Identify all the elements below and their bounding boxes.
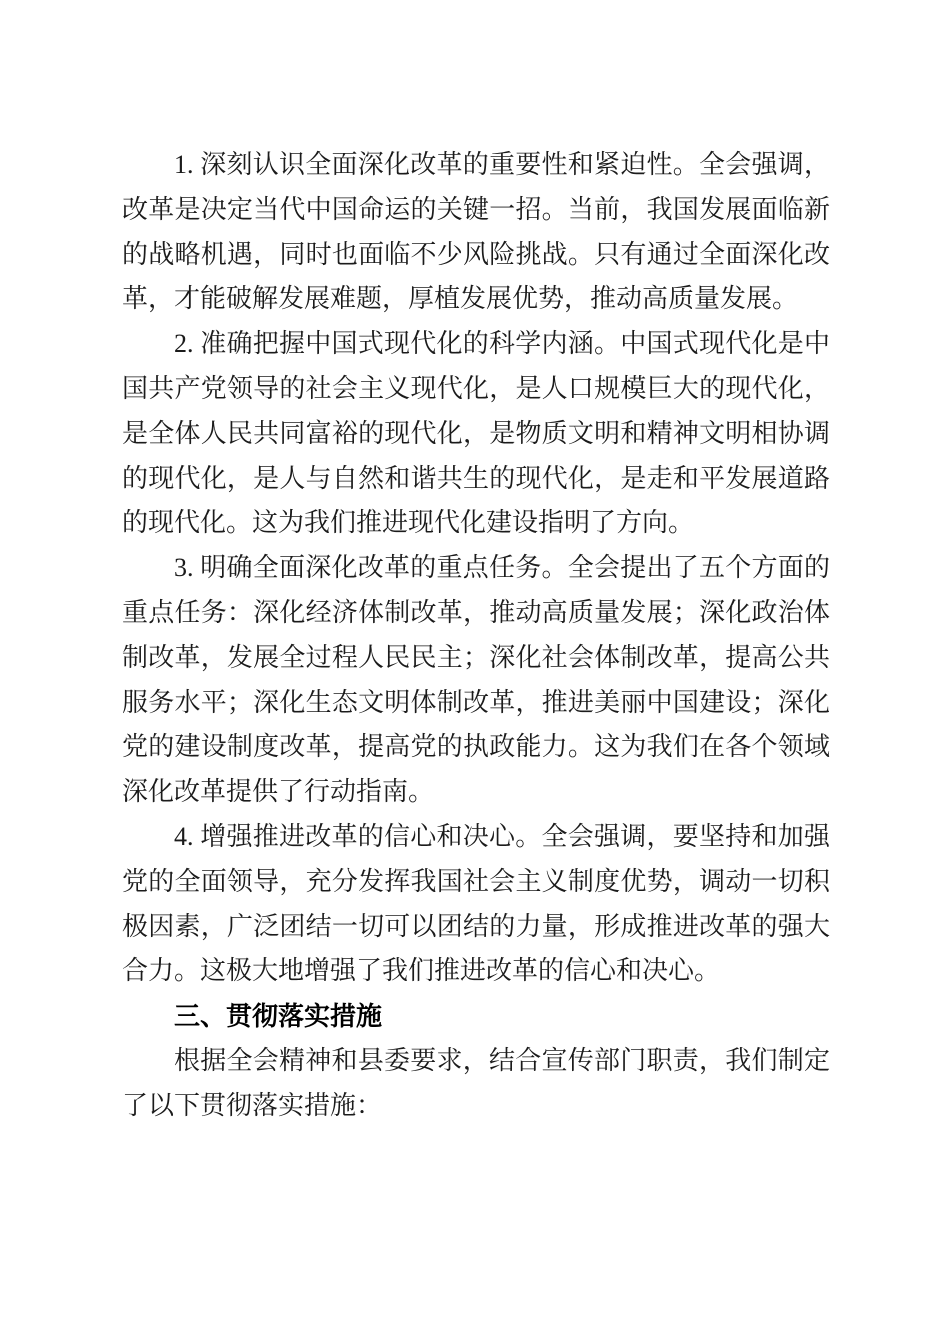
- document-body: [122, 143, 830, 1129]
- text-line: 服务水平；深化生态文明体制改革，推进美丽中国建设；深化: [122, 687, 830, 717]
- text-line: 革，才能破解发展难题，厚植发展优势，推动高质量发展。: [122, 284, 799, 314]
- text-line: 根据全会精神和县委要求，结合宣传部门职责，我们制定: [174, 1045, 830, 1075]
- text-line: 极因素，广泛团结一切可以团结的力量，形成推进改革的强大: [122, 911, 830, 941]
- text-line: 2. 准确把握中国式现代化的科学内涵。中国式现代化是中: [174, 329, 830, 359]
- text-line: 党的全面领导，充分发挥我国社会主义制度优势，调动一切积: [122, 866, 830, 896]
- text-line: 是全体人民共同富裕的现代化，是物质文明和精神文明相协调: [122, 418, 830, 448]
- text-line: 制改革，发展全过程人民民主；深化社会体制改革，提高公共: [122, 642, 830, 672]
- section-heading-3: [122, 994, 830, 1039]
- section-heading-line: 三、贯彻落实措施: [174, 1001, 383, 1032]
- text-line: 的现代化。这为我们推进现代化建设指明了方向。: [122, 508, 695, 538]
- paragraph-point-2: [122, 322, 830, 546]
- text-line: 国共产党领导的社会主义现代化，是人口规模巨大的现代化，: [122, 373, 830, 403]
- paragraph-point-3: [122, 546, 830, 815]
- text-line: 改革是决定当代中国命运的关键一招。当前，我国发展面临新: [122, 194, 830, 224]
- paragraph-point-1: [122, 143, 830, 322]
- text-line: 了以下贯彻落实措施：: [122, 1090, 383, 1120]
- text-line: 4. 增强推进改革的信心和决心。全会强调，要坚持和加强: [174, 821, 830, 851]
- text-line: 的现代化，是人与自然和谐共生的现代化，是走和平发展道路: [122, 463, 830, 493]
- text-line: 深化改革提供了行动指南。: [122, 777, 435, 807]
- text-line: 重点任务：深化经济体制改革，推动高质量发展；深化政治体: [122, 597, 830, 627]
- text-line: 党的建设制度改革，提高党的执政能力。这为我们在各个领域: [122, 732, 830, 762]
- text-line: 3. 明确全面深化改革的重点任务。全会提出了五个方面的: [174, 553, 830, 583]
- paragraph-measures-intro: [122, 1039, 830, 1129]
- text-line: 1. 深刻认识全面深化改革的重要性和紧迫性。全会强调，: [174, 150, 830, 179]
- paragraph-point-4: [122, 815, 830, 994]
- text-line: 的战略机遇，同时也面临不少风险挑战。只有通过全面深化改: [122, 239, 830, 269]
- text-line: 合力。这极大地增强了我们推进改革的信心和决心。: [122, 956, 721, 986]
